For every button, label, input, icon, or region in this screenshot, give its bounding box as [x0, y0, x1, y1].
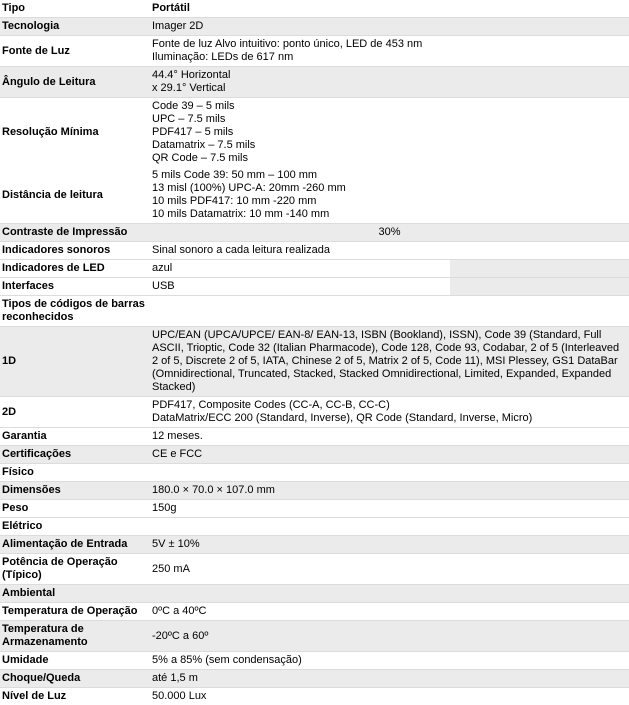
spec-value-line: PDF417, Composite Codes (CC-A, CC-B, CC-C)	[152, 399, 627, 412]
spec-row-label: Distância de leitura	[0, 167, 150, 224]
spec-row	[0, 224, 629, 242]
spec-row-value	[150, 603, 629, 621]
spec-value-line: CE e FCC	[152, 448, 627, 461]
spec-value-line: Iluminação: LEDs de 617 nm	[152, 51, 627, 64]
spec-row-value	[150, 36, 629, 67]
spec-value-line: 44.4° Horizontal	[152, 69, 627, 82]
spec-row-value	[150, 327, 629, 397]
spec-row-value	[150, 482, 629, 500]
spec-row-value	[150, 167, 629, 224]
spec-value-line: Portátil	[152, 2, 627, 15]
spec-row-label: 1D	[0, 327, 150, 397]
spec-row-label: Choque/Queda	[0, 670, 150, 688]
spec-value-line: 5V ± 10%	[152, 538, 627, 551]
spec-row-label: Potência de Operação (Típico)	[0, 554, 150, 585]
spec-row-label: Peso	[0, 500, 150, 518]
spec-row-value	[150, 688, 629, 705]
spec-row-label: Umidade	[0, 652, 150, 670]
spec-row-value	[150, 536, 629, 554]
spec-row-label: Tecnologia	[0, 18, 150, 36]
spec-value-line: Datamatrix – 7.5 mils	[152, 139, 627, 152]
spec-row	[0, 0, 629, 18]
spec-value-line: 5% a 85% (sem condensação)	[152, 654, 627, 667]
spec-row	[0, 536, 629, 554]
spec-value-line: 150g	[152, 502, 627, 515]
spec-value-line: Sinal sonoro a cada leitura realizada	[152, 244, 627, 257]
spec-value-line: 50.000 Lux	[152, 690, 627, 703]
spec-row-value	[150, 224, 629, 242]
spec-row-label: Tipo	[0, 0, 150, 18]
spec-value-line: UPC/EAN (UPCA/UPCE/ EAN-8/ EAN-13, ISBN (Bookland), ISSN), Code 39 (Standard, Full ASCII, Trioptic, Code 32 (Italian Pharmacode), Code 128, Code 93, Codabar, 2 of 5 (Interleaved 2 of 5, Discrete 2 of 5, IATA, Chinese 2 of 5, Matrix 2 of 5, Code 11), MSI Plessey, GS1 DataBar (Omnidirectional, Truncated, Stacked, Stacked Omnidirectional, Limited, Expanded, Expanded Stacked)	[152, 329, 627, 394]
spec-row	[0, 428, 629, 446]
spec-row-label: Ângulo de Leitura	[0, 67, 150, 98]
spec-row	[0, 554, 629, 585]
spec-row-label: Garantia	[0, 428, 150, 446]
spec-row	[0, 67, 629, 98]
spec-value-line: 10 mils PDF417: 10 mm -220 mm	[152, 195, 627, 208]
spec-row	[0, 652, 629, 670]
spec-row	[0, 278, 629, 296]
spec-row-value	[150, 652, 629, 670]
spec-value-line: 0ºC a 40ºC	[152, 605, 627, 618]
spec-value-line: PDF417 – 5 mils	[152, 126, 627, 139]
spec-row-value	[150, 18, 629, 36]
spec-row	[0, 670, 629, 688]
spec-row-label: Tipos de códigos de barras reconhecidos	[0, 296, 150, 327]
spec-row-value	[150, 621, 629, 652]
spec-row-value	[150, 464, 629, 482]
spec-value-line: UPC – 7.5 mils	[152, 113, 627, 126]
spec-row-label: Certificações	[0, 446, 150, 464]
spec-row	[0, 446, 629, 464]
spec-row	[0, 18, 629, 36]
spec-value-line: QR Code – 7.5 mils	[152, 152, 627, 165]
spec-row-label: Interfaces	[0, 278, 150, 296]
spec-value-line: 13 misl (100%) UPC-A: 20mm -260 mm	[152, 182, 627, 195]
spec-row-value	[150, 446, 629, 464]
spec-value-line: 180.0 × 70.0 × 107.0 mm	[152, 484, 627, 497]
spec-row-value	[150, 0, 629, 18]
spec-value-line: até 1,5 m	[152, 672, 627, 685]
spec-value-line: USB	[152, 280, 627, 293]
spec-row-value	[150, 260, 629, 278]
spec-row-value	[150, 278, 629, 296]
spec-row-label: 2D	[0, 397, 150, 428]
spec-row-label: Indicadores sonoros	[0, 242, 150, 260]
spec-row-label: Alimentação de Entrada	[0, 536, 150, 554]
spec-row	[0, 36, 629, 67]
spec-row-label: Contraste de Impressão	[0, 224, 150, 242]
spec-row-label: Dimensões	[0, 482, 150, 500]
spec-value-line: x 29.1° Vertical	[152, 82, 627, 95]
spec-row-value	[150, 670, 629, 688]
spec-row-label: Nível de Luz	[0, 688, 150, 705]
spec-row-label: Temperatura de Armazenamento	[0, 621, 150, 652]
spec-row	[0, 603, 629, 621]
spec-row	[0, 688, 629, 705]
spec-row	[0, 482, 629, 500]
spec-value-line: DataMatrix/ECC 200 (Standard, Inverse), QR Code (Standard, Inverse, Micro)	[152, 412, 627, 425]
spec-value-line: 30%	[152, 226, 627, 239]
spec-row-label: Resolução Mínima	[0, 98, 150, 168]
spec-value-line: Imager 2D	[152, 20, 627, 33]
spec-value-line: 250 mA	[152, 563, 627, 576]
spec-row	[0, 464, 629, 482]
spec-row-value	[150, 500, 629, 518]
spec-row	[0, 327, 629, 397]
spec-row	[0, 585, 629, 603]
spec-row	[0, 500, 629, 518]
spec-row-value	[150, 296, 629, 327]
spec-row-value	[150, 554, 629, 585]
spec-value-line: 5 mils Code 39: 50 mm – 100 mm	[152, 169, 627, 182]
spec-row-value	[150, 242, 629, 260]
spec-row-label: Indicadores de LED	[0, 260, 150, 278]
spec-value-line: Code 39 – 5 mils	[152, 100, 627, 113]
spec-row-label: Físico	[0, 464, 150, 482]
spec-row-label: Ambiental	[0, 585, 150, 603]
spec-row-value	[150, 518, 629, 536]
spec-value-line: azul	[152, 262, 627, 275]
spec-row-label: Elétrico	[0, 518, 150, 536]
spec-row	[0, 621, 629, 652]
spec-row	[0, 296, 629, 327]
spec-row	[0, 397, 629, 428]
spec-row-value	[150, 585, 629, 603]
spec-row-label: Temperatura de Operação	[0, 603, 150, 621]
spec-row	[0, 260, 629, 278]
spec-row-value	[150, 397, 629, 428]
spec-row	[0, 242, 629, 260]
spec-row	[0, 98, 629, 168]
spec-row-value	[150, 98, 629, 168]
spec-row	[0, 167, 629, 224]
spec-value-line: Fonte de luz Alvo intuitivo: ponto único, LED de 453 nm	[152, 38, 627, 51]
spec-value-line: -20ºC a 60º	[152, 630, 627, 643]
spec-value-line: 10 mils Datamatrix: 10 mm -140 mm	[152, 208, 627, 221]
spec-row-value	[150, 428, 629, 446]
spec-row-value	[150, 67, 629, 98]
spec-value-line: 12 meses.	[152, 430, 627, 443]
spec-row	[0, 518, 629, 536]
spec-row-label: Fonte de Luz	[0, 36, 150, 67]
